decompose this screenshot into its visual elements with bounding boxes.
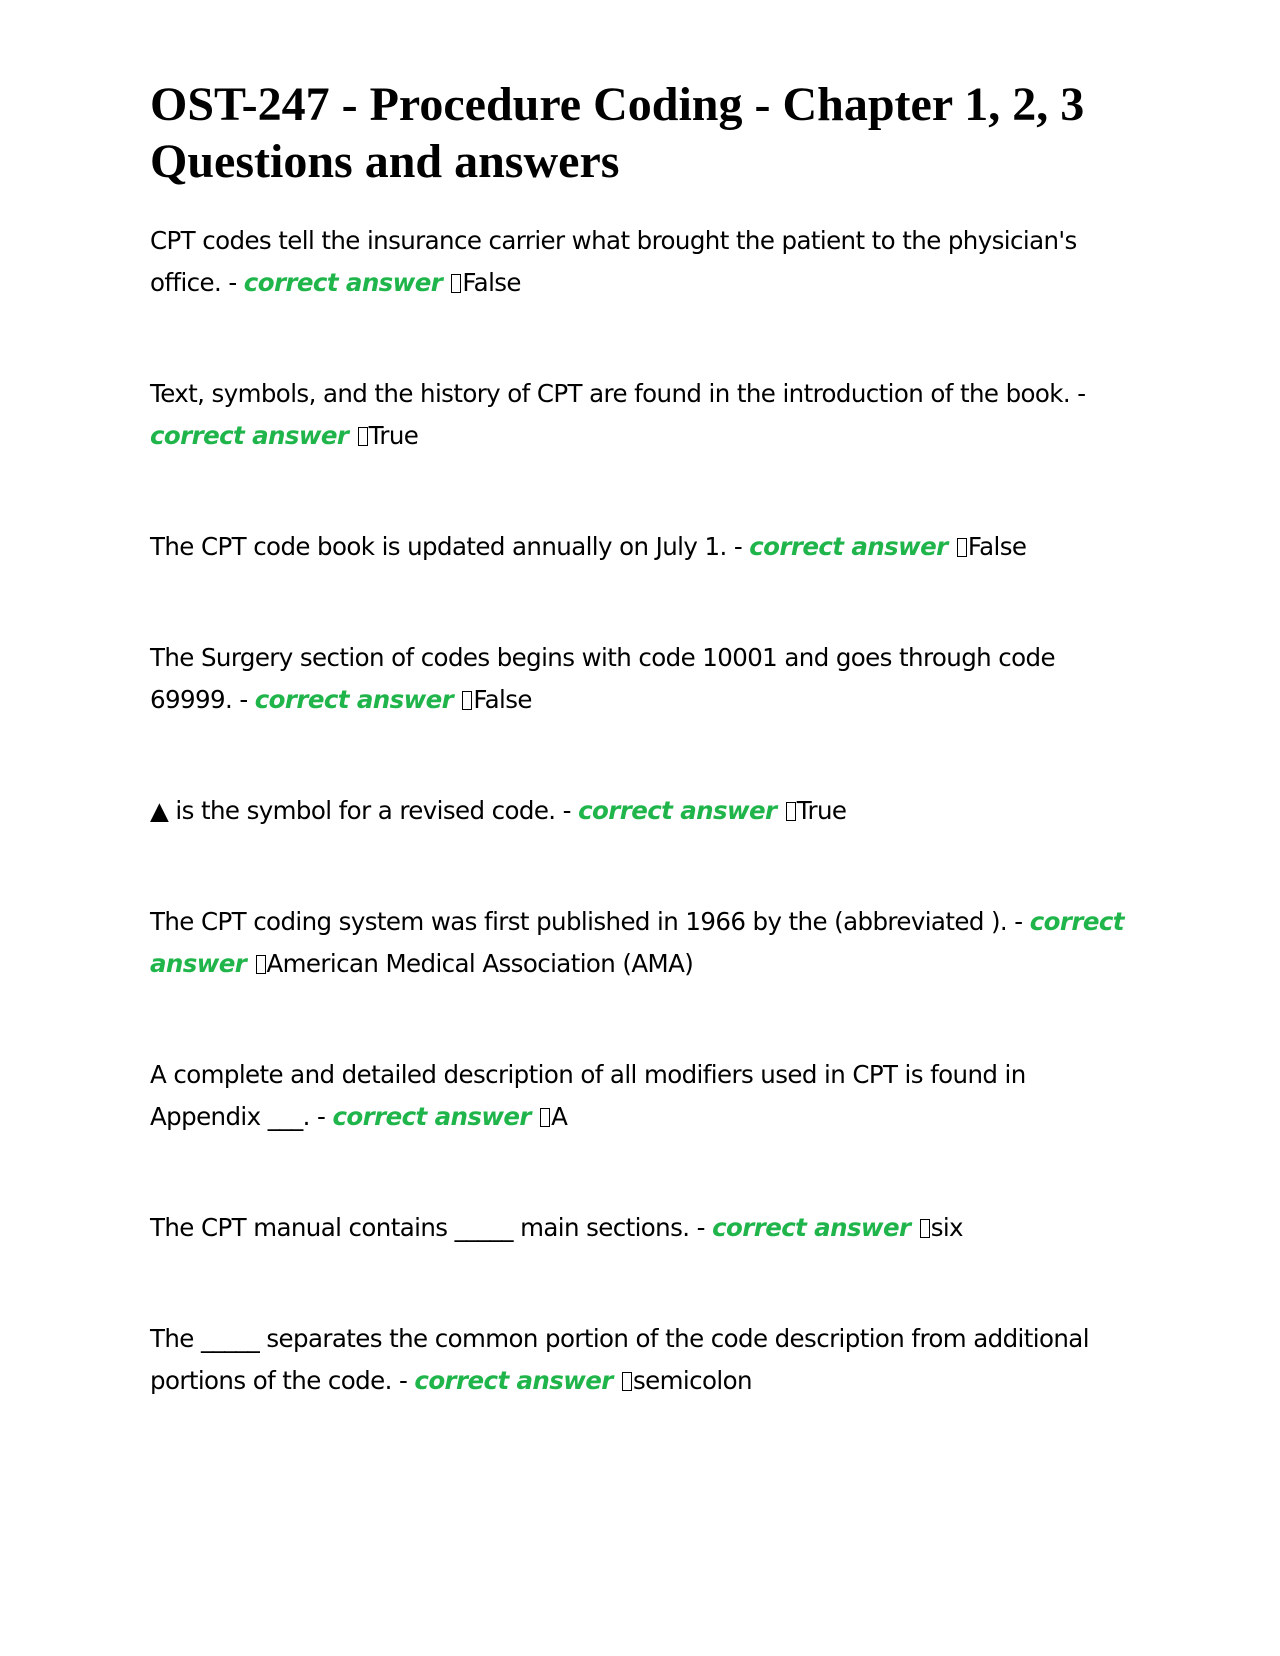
question-text: Text, symbols, and the history of CPT are found in the introduction of the book. -	[150, 379, 1086, 408]
question-text: The CPT coding system was first published in 1966 by the (abbreviated ). -	[150, 907, 1030, 936]
qa-item	[150, 1207, 1135, 1249]
document-page	[150, 76, 1135, 1471]
answer-text: six	[930, 1213, 963, 1242]
qa-item	[150, 790, 1135, 832]
answer-text: A	[551, 1102, 568, 1131]
answer-text: False	[967, 532, 1027, 561]
answer-marker-icon	[957, 538, 967, 557]
answer-label: correct answer	[150, 907, 1124, 978]
qa-item	[150, 1054, 1135, 1138]
answer-label: correct answer	[414, 1366, 613, 1395]
answer-marker-icon	[786, 802, 796, 821]
answer-label: correct answer	[712, 1213, 911, 1242]
answer-marker-icon	[358, 427, 368, 446]
answer-label: correct answer	[749, 532, 948, 561]
answer-text: True	[368, 421, 419, 450]
question-text: ▲ is the symbol for a revised code. -	[150, 796, 579, 825]
question-text: The _____ separates the common portion of the code description from additional portions of the code. -	[150, 1324, 1089, 1395]
question-text: CPT codes tell the insurance carrier what brought the patient to the physician's office. -	[150, 226, 1077, 297]
answer-marker-icon	[451, 274, 461, 293]
answer-text: True	[796, 796, 847, 825]
document-title: OST-247 - Procedure Coding - Chapter 1, 2, 3 Questions and answers	[150, 78, 1085, 188]
answer-label: correct answer	[332, 1102, 531, 1131]
question-text: The CPT code book is updated annually on July 1. -	[150, 532, 750, 561]
qa-item	[150, 220, 1135, 304]
answer-text: False	[462, 268, 521, 297]
answer-text: False	[473, 685, 532, 714]
answer-text: semicolon	[633, 1366, 752, 1395]
qa-item	[150, 373, 1135, 457]
qa-item	[150, 1318, 1135, 1402]
answer-label: correct answer	[243, 268, 443, 297]
question-text: A complete and detailed description of all modifiers used in CPT is found in Appendix ___. -	[150, 1060, 1026, 1131]
qa-item	[150, 901, 1135, 985]
question-text: The CPT manual contains _____ main sections. -	[150, 1213, 713, 1242]
question-text: The Surgery section of codes begins with code 10001 and goes through code 69999. -	[150, 643, 1055, 714]
qa-item	[150, 526, 1135, 568]
answer-marker-icon	[462, 691, 472, 710]
answer-label: correct answer	[254, 685, 454, 714]
answer-marker-icon	[920, 1219, 930, 1238]
answer-marker-icon	[540, 1108, 550, 1127]
answer-marker-icon	[622, 1372, 632, 1391]
answer-marker-icon	[256, 955, 266, 974]
answer-text: American Medical Association (AMA)	[266, 949, 694, 978]
answer-label: correct answer	[578, 796, 777, 825]
qa-item	[150, 637, 1135, 721]
answer-label: correct answer	[150, 421, 349, 450]
